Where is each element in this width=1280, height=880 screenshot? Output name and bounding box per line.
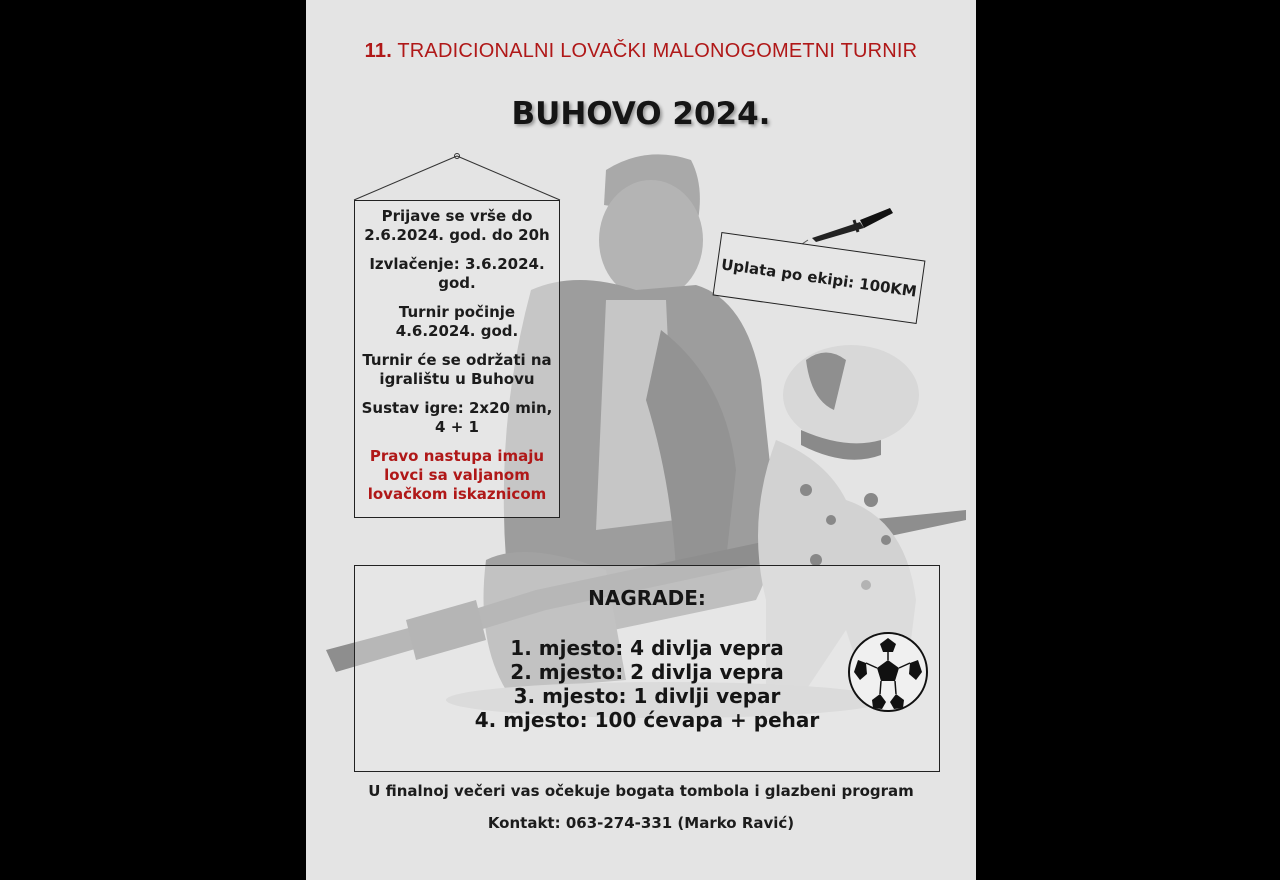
prize-fourth: 4. mjesto: 100 ćevapa + pehar [474, 708, 820, 732]
prizes-title: NAGRADE: [588, 586, 706, 610]
knife-icon [800, 204, 896, 248]
tournament-title [306, 40, 976, 63]
evening-program: U finalnoj večeri vas očekuje bogata tombola i glazbeni program [368, 782, 914, 800]
prize-second: 2. mjesto: 2 divlja vepra [510, 660, 784, 684]
title-text: TRADICIONALNI LOVAČKI MALONOGOMETNI TURNIR [397, 40, 918, 62]
registration-info: Prijave se vrše do 2.6.2024. god. do 20h [364, 207, 550, 244]
start-info: Turnir počinje 4.6.2024. god. [395, 303, 519, 340]
poster [306, 0, 976, 880]
football-icon [846, 630, 930, 714]
draw-info: Izvlačenje: 3.6.2024. god. [369, 255, 545, 292]
event-name: BUHOVO 2024. [511, 96, 771, 132]
info-board [354, 200, 560, 518]
eligibility-info: Pravo nastupa imaju lovci sa valjanom lovačkom iskaznicom [367, 447, 547, 503]
venue-info: Turnir će se održati na igralištu u Buhovu [362, 351, 552, 388]
game-system-info: Sustav igre: 2x20 min, 4 + 1 [361, 399, 553, 436]
prize-third: 3. mjesto: 1 divlji vepar [513, 684, 781, 708]
contact-info: Kontakt: 063-274-331 (Marko Ravić) [487, 814, 795, 832]
prize-first: 1. mjesto: 4 divlja vepra [510, 636, 784, 660]
edition-number: 11. [364, 40, 392, 62]
payment-note: Uplata po ekipi: 100KM [713, 232, 926, 324]
